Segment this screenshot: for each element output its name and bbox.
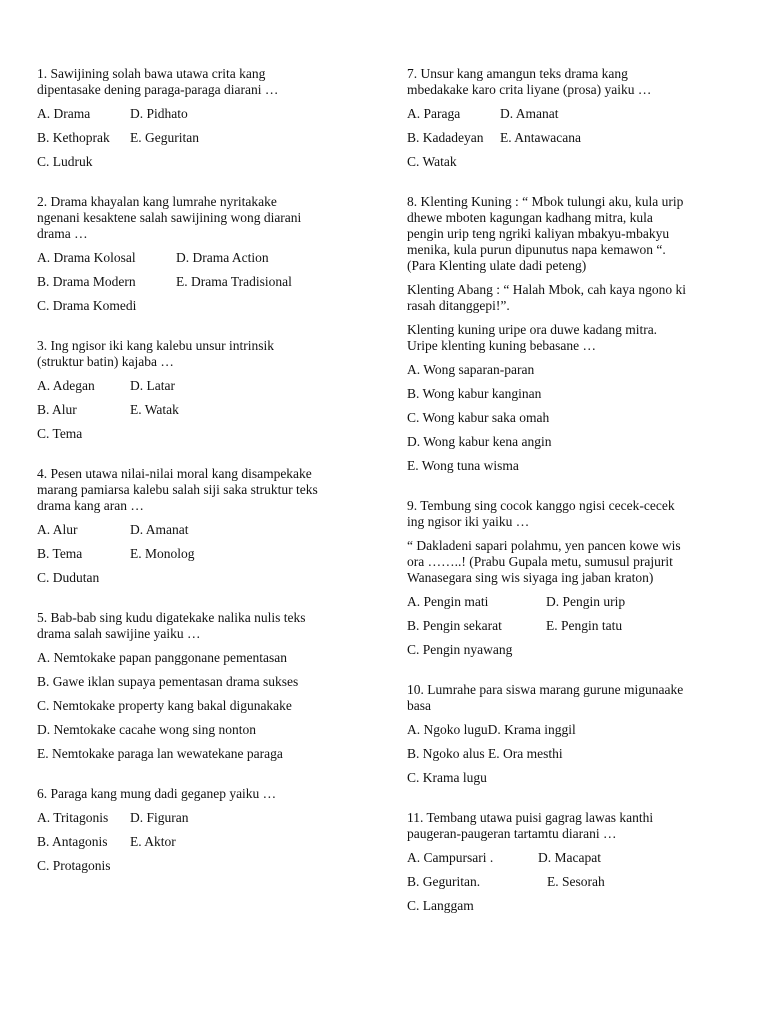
option-row <box>37 250 367 266</box>
question-stem: 2. Drama khayalan kang lumrahe nyritakake ngenani kesaktene salah sawijining wong diarani drama … <box>37 194 302 241</box>
question-stem: 8. Klenting Kuning : “ Mbok tulungi aku, kula urip dhewe mboten kagungan kadhang mitra, kula pengin urip teng ngriki kaliyan mbakyu-mbakyu menika, kula purun dipunutus napa kemawon “. (Para Klenting ulate dadi peteng) <box>407 194 684 273</box>
question-9 <box>407 498 742 658</box>
option-row <box>37 546 367 562</box>
option-e: E. Pengin tatu <box>546 618 623 633</box>
option-a: A. Paraga <box>407 106 461 121</box>
option-b: B. Tema <box>37 546 83 561</box>
option-e: E. Nemtokake paraga lan wewatekane paraga <box>37 746 283 761</box>
option-c: C. Drama Komedi <box>37 298 137 313</box>
option-row <box>37 522 367 538</box>
option-a: A. Wong saparan-paran <box>407 362 535 377</box>
option-row <box>407 594 742 610</box>
option-a: A. Alur <box>37 522 78 537</box>
option-d: D. Macapat <box>538 850 601 865</box>
option-b: B. Kadadeyan <box>407 130 484 145</box>
option-c: C. Nemtokake property kang bakal digunakake <box>37 698 292 713</box>
option-d: D. Drama Action <box>176 250 269 265</box>
option-row <box>37 834 367 850</box>
option-b: B. Gawe iklan supaya pementasan drama sukses <box>37 674 299 689</box>
option-e: E. Watak <box>130 402 179 417</box>
option-b: B. Kethoprak <box>37 130 110 145</box>
option-d: D. Latar <box>130 378 175 393</box>
question-stem: 7. Unsur kang amangun teks drama kang mbedakake karo crita liyane (prosa) yaiku … <box>407 66 652 97</box>
question-stem: 9. Tembung sing cocok kanggo ngisi cecek-cecek ing ngisor iki yaiku … <box>407 498 675 529</box>
option-row <box>37 810 367 826</box>
option-e: E. Drama Tradisional <box>176 274 292 289</box>
option-row <box>37 378 367 394</box>
option-e: E. Sesorah <box>547 874 605 889</box>
option-c: C. Pengin nyawang <box>407 642 513 657</box>
question-1 <box>37 66 367 170</box>
option-a: A. Nemtokake papan panggonane pementasan <box>37 650 288 665</box>
question-2 <box>37 194 367 314</box>
option-row <box>407 106 742 122</box>
option-e: E. Aktor <box>130 834 176 849</box>
option-d: D. Figuran <box>130 810 189 825</box>
question-4 <box>37 466 367 586</box>
option-d: D. Pidhato <box>130 106 188 121</box>
option-e: E. Antawacana <box>500 130 581 145</box>
option-row <box>407 850 742 866</box>
question-3 <box>37 338 367 442</box>
option-e: E. Geguritan <box>130 130 199 145</box>
option-b: B. Geguritan. <box>407 874 481 889</box>
option-c: C. Protagonis <box>37 858 111 873</box>
option-d: D. Pengin urip <box>546 594 626 609</box>
dialogue-text: Klenting Abang : “ Halah Mbok, cah kaya ngono ki rasah ditanggepi!”. <box>407 282 686 313</box>
question-stem: 6. Paraga kang mung dadi geganep yaiku … <box>37 786 277 801</box>
question-stem: 4. Pesen utawa nilai-nilai moral kang disampekake marang pamiarsa kalebu salah siji saka struktur teks drama kang aran … <box>37 466 318 513</box>
question-6 <box>37 786 367 874</box>
option-c: C. Watak <box>407 154 457 169</box>
option-row <box>407 130 742 146</box>
option-c: C. Langgam <box>407 898 474 913</box>
option-c: C. Dudutan <box>37 570 100 585</box>
option-a: A. Adegan <box>37 378 95 393</box>
option-row <box>37 274 367 290</box>
option-b: B. Wong kabur kanginan <box>407 386 542 401</box>
option-c: C. Krama lugu <box>407 770 487 785</box>
question-11 <box>407 810 742 914</box>
option-c: C. Tema <box>37 426 83 441</box>
option-d: D. Wong kabur kena angin <box>407 434 552 449</box>
option-b: B. Alur <box>37 402 77 417</box>
question-stem: 11. Tembang utawa puisi gagrag lawas kanthi paugeran-paugeran tartamtu diarani … <box>407 810 654 841</box>
option-b: B. Antagonis <box>37 834 108 849</box>
option-row <box>37 106 367 122</box>
option-d: D. Amanat <box>130 522 189 537</box>
question-column-left <box>37 66 367 898</box>
option-a: A. Pengin mati <box>407 594 489 609</box>
option-d: D. Amanat <box>500 106 559 121</box>
option-b-e: B. Ngoko alus E. Ora mesthi <box>407 746 563 761</box>
question-10 <box>407 682 742 786</box>
option-c: C. Ludruk <box>37 154 93 169</box>
option-a: A. Campursari . <box>407 850 494 865</box>
question-stem: 3. Ing ngisor iki kang kalebu unsur intrinsik (struktur batin) kajaba … <box>37 338 274 369</box>
option-a: A. Drama Kolosal <box>37 250 136 265</box>
option-row <box>37 402 367 418</box>
option-row <box>407 874 742 890</box>
option-c: C. Wong kabur saka omah <box>407 410 550 425</box>
option-a: A. Drama <box>37 106 91 121</box>
option-e: E. Monolog <box>130 546 195 561</box>
question-column-right <box>407 66 742 938</box>
question-7 <box>407 66 742 170</box>
question-stem: 1. Sawijining solah bawa utawa crita kang dipentasake dening paraga-paraga diarani … <box>37 66 279 97</box>
question-stem: 5. Bab-bab sing kudu digatekake nalika nulis teks drama salah sawijine yaiku … <box>37 610 306 641</box>
question-prompt: Klenting kuning uripe ora duwe kadang mitra. Uripe klenting kuning bebasane … <box>407 322 658 353</box>
option-b: B. Drama Modern <box>37 274 136 289</box>
quoted-text: “ Dakladeni sapari polahmu, yen pancen kowe wis ora ……..! (Prabu Gupala metu, sumusul prajurit Wanasegara sing wis siyaga ing jaban kraton) <box>407 538 681 585</box>
option-row <box>407 618 742 634</box>
option-d: D. Nemtokake cacahe wong sing nonton <box>37 722 256 737</box>
question-8 <box>407 194 742 474</box>
option-a: A. Tritagonis <box>37 810 109 825</box>
option-a-d: A. Ngoko luguD. Krama inggil <box>407 722 576 737</box>
option-e: E. Wong tuna wisma <box>407 458 519 473</box>
question-5 <box>37 610 367 762</box>
option-row <box>37 130 367 146</box>
question-stem: 10. Lumrahe para siswa marang gurune migunaake basa <box>407 682 684 713</box>
option-b: B. Pengin sekarat <box>407 618 502 633</box>
